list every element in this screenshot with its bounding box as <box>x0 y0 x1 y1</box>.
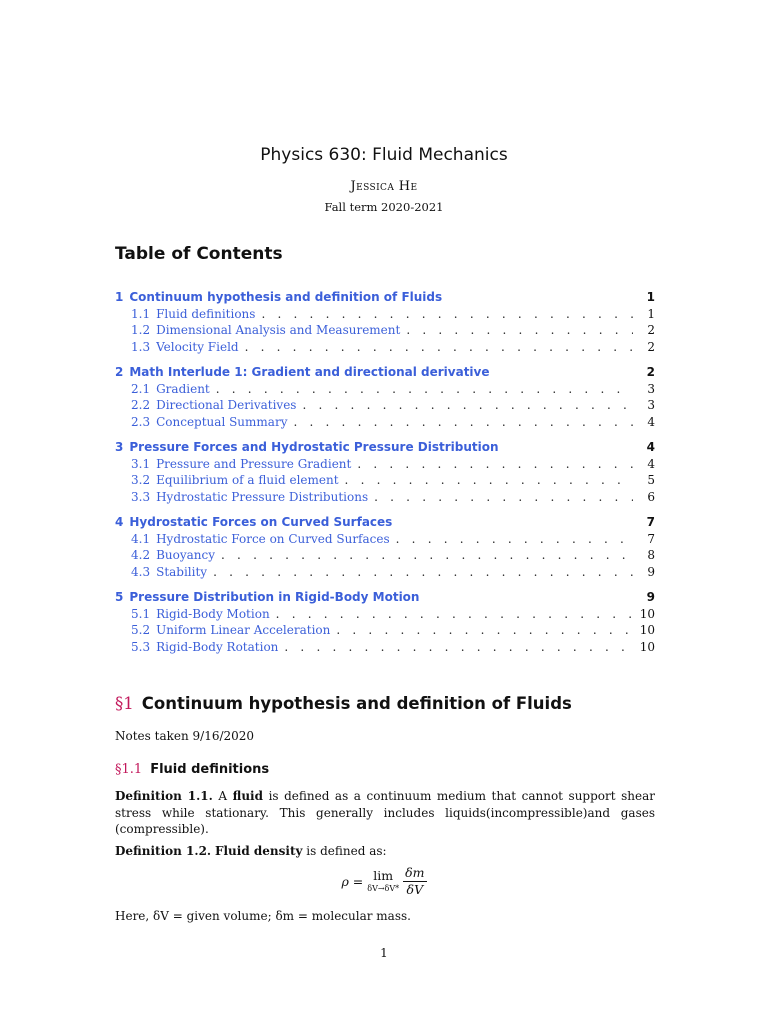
toc-subsection-link[interactable] <box>115 456 655 473</box>
toc-subsection-link[interactable] <box>115 381 655 398</box>
term-date: Fall term 2020-2021 <box>324 200 444 214</box>
page-number: 1 <box>380 946 388 960</box>
toc-subsection-label: Stability <box>156 564 208 579</box>
toc-subsection-link[interactable] <box>115 472 655 489</box>
toc-subsection-label: Hydrostatic Force on Curved Surfaces <box>156 531 390 546</box>
toc-section <box>115 439 655 505</box>
subsection-title: Fluid definitions <box>150 762 270 777</box>
density-formula <box>0 866 768 897</box>
toc-subsection-label: Uniform Linear Acceleration <box>156 623 331 637</box>
toc-section-label: Hydrostatic Forces on Curved Surfaces <box>129 515 393 529</box>
toc-leader-dots <box>284 639 633 656</box>
toc-subsection-link[interactable] <box>115 322 655 339</box>
toc-subsection-link[interactable] <box>115 639 655 656</box>
variable-explanation: Here, δV = given volume; δm = molecular mass. <box>115 909 411 923</box>
toc-subsection-number: 5.3 <box>131 639 151 654</box>
toc-leader-dots <box>276 606 633 623</box>
definition-label: Definition 1.1. <box>115 789 213 803</box>
toc-page-number: 2 <box>647 339 655 354</box>
toc-subsection-number: 1.3 <box>131 339 151 354</box>
toc-section-link[interactable] <box>115 589 655 606</box>
toc-subsection-label: Gradient <box>156 381 210 396</box>
toc-section-label: Continuum hypothesis and definition of Fluids <box>129 290 443 304</box>
toc-subsection-number: 1.2 <box>131 323 151 337</box>
toc-section-link[interactable] <box>115 289 655 306</box>
toc-leader-dots <box>293 414 633 431</box>
toc-subsection-link[interactable] <box>115 489 655 506</box>
toc-subsection-number: 2.3 <box>131 414 151 429</box>
table-of-contents <box>115 289 655 664</box>
toc-leader-dots <box>336 622 633 639</box>
toc-subsection-number: 4.1 <box>131 531 151 546</box>
toc-subsection-number: 3.2 <box>131 473 151 487</box>
toc-subsection-label: Velocity Field <box>156 339 239 354</box>
document-title: Physics 630: Fluid Mechanics <box>260 145 508 165</box>
toc-subsection-label: Hydrostatic Pressure Distributions <box>156 489 369 504</box>
section-number: §1 <box>115 694 134 713</box>
toc-leader-dots <box>213 564 633 581</box>
toc-subsection-number: 4.2 <box>131 548 151 562</box>
limit-word: lim <box>373 868 394 883</box>
toc-page-number: 10 <box>639 639 655 654</box>
subsection-number: §1.1 <box>115 762 143 777</box>
toc-subsection-label: Dimensional Analysis and Measurement <box>156 323 401 337</box>
toc-leader-dots <box>406 322 633 339</box>
fraction <box>403 866 426 897</box>
toc-subsection-label: Rigid-Body Rotation <box>156 639 279 654</box>
toc-subsection-link[interactable] <box>115 622 655 639</box>
toc-leader-dots <box>357 456 633 473</box>
toc-page-number: 1 <box>646 290 655 304</box>
toc-page-number: 6 <box>647 489 655 504</box>
toc-subsection-label: Directional Derivatives <box>156 398 297 412</box>
formula-lhs: ρ = <box>341 873 364 889</box>
toc-section-link[interactable] <box>115 364 655 381</box>
toc-page-number: 4 <box>646 440 655 454</box>
definition-text: is defined as: <box>306 844 387 858</box>
toc-section-link[interactable] <box>115 439 655 456</box>
fraction-denominator: δV <box>406 881 424 897</box>
toc-subsection-label: Fluid definitions <box>156 306 256 321</box>
toc-page-number: 3 <box>647 381 655 396</box>
toc-leader-dots <box>396 531 633 548</box>
toc-subsection-link[interactable] <box>115 547 655 564</box>
toc-section-label: Pressure Forces and Hydrostatic Pressure Distribution <box>129 440 499 454</box>
toc-subsection-number: 3.1 <box>131 456 151 471</box>
toc-subsection-link[interactable] <box>115 531 655 548</box>
toc-subsection-number: 1.1 <box>131 306 151 321</box>
toc-subsection-number: 3.3 <box>131 489 151 504</box>
toc-subsection-number: 4.3 <box>131 564 151 579</box>
toc-leader-dots <box>221 547 633 564</box>
toc-subsection-number: 2.2 <box>131 398 151 412</box>
toc-page-number: 1 <box>647 306 655 321</box>
toc-page-number: 10 <box>639 623 655 637</box>
definition-text: is defined as a continuum medium that cannot support shear stress while stationary. This generally includes liquids(incompressible)and gases (compressible). <box>115 789 655 836</box>
toc-page-number: 9 <box>646 590 655 604</box>
toc-leader-dots <box>345 472 633 489</box>
limit-operator <box>367 870 399 893</box>
definition-1-2 <box>115 843 655 860</box>
toc-page-number: 5 <box>647 473 655 487</box>
subsection-heading <box>115 762 269 777</box>
definition-label: Definition 1.2. <box>115 844 212 858</box>
toc-subsection-link[interactable] <box>115 397 655 414</box>
notes-date: Notes taken 9/16/2020 <box>115 729 255 743</box>
section-title: Continuum hypothesis and definition of Fluids <box>141 694 572 713</box>
toc-section-label: Pressure Distribution in Rigid-Body Motion <box>129 590 420 604</box>
toc-page-number: 2 <box>647 323 655 337</box>
definition-1-1 <box>115 788 655 838</box>
toc-section <box>115 589 655 655</box>
toc-section <box>115 514 655 580</box>
toc-leader-dots <box>245 339 633 356</box>
toc-subsection-label: Pressure and Pressure Gradient <box>156 456 352 471</box>
toc-leader-dots <box>374 489 633 506</box>
definition-term: fluid <box>232 789 264 803</box>
toc-subsection-link[interactable] <box>115 414 655 431</box>
toc-subsection-label: Buoyancy <box>156 548 216 562</box>
toc-section-number: 4 <box>115 515 124 529</box>
toc-leader-dots <box>216 381 633 398</box>
toc-section-number: 1 <box>115 290 124 304</box>
toc-page-number: 4 <box>647 456 655 471</box>
limit-subscript: δV→δV* <box>367 883 400 893</box>
toc-page-number: 10 <box>639 606 655 621</box>
toc-section <box>115 289 655 355</box>
toc-subsection-label: Conceptual Summary <box>156 414 288 429</box>
toc-subsection-number: 5.1 <box>131 606 151 621</box>
toc-page-number: 8 <box>647 548 655 562</box>
toc-subsection-link[interactable] <box>115 339 655 356</box>
toc-section <box>115 364 655 430</box>
toc-subsection-number: 5.2 <box>131 623 151 637</box>
toc-subsection-label: Rigid-Body Motion <box>156 606 270 621</box>
toc-page-number: 3 <box>647 398 655 412</box>
toc-page-number: 9 <box>647 564 655 579</box>
toc-page-number: 4 <box>647 414 655 429</box>
toc-heading: Table of Contents <box>115 244 283 264</box>
toc-section-link[interactable] <box>115 514 655 531</box>
toc-section-number: 3 <box>115 440 124 454</box>
toc-page-number: 7 <box>646 515 655 529</box>
toc-leader-dots <box>261 306 633 323</box>
fraction-numerator: δm <box>405 865 425 880</box>
toc-leader-dots <box>302 397 633 414</box>
section-heading <box>115 694 572 713</box>
definition-pre: A <box>218 789 228 803</box>
toc-subsection-number: 2.1 <box>131 381 151 396</box>
toc-section-number: 5 <box>115 590 124 604</box>
toc-subsection-label: Equilibrium of a fluid element <box>156 473 339 487</box>
toc-page-number: 7 <box>647 531 655 546</box>
definition-term: Fluid density <box>214 844 303 858</box>
toc-page-number: 2 <box>646 365 655 379</box>
toc-subsection-link[interactable] <box>115 564 655 581</box>
author: Jessica He <box>350 179 418 194</box>
toc-subsection-link[interactable] <box>115 606 655 623</box>
toc-section-number: 2 <box>115 365 124 379</box>
toc-section-label: Math Interlude 1: Gradient and directional derivative <box>129 365 490 379</box>
toc-subsection-link[interactable] <box>115 306 655 323</box>
